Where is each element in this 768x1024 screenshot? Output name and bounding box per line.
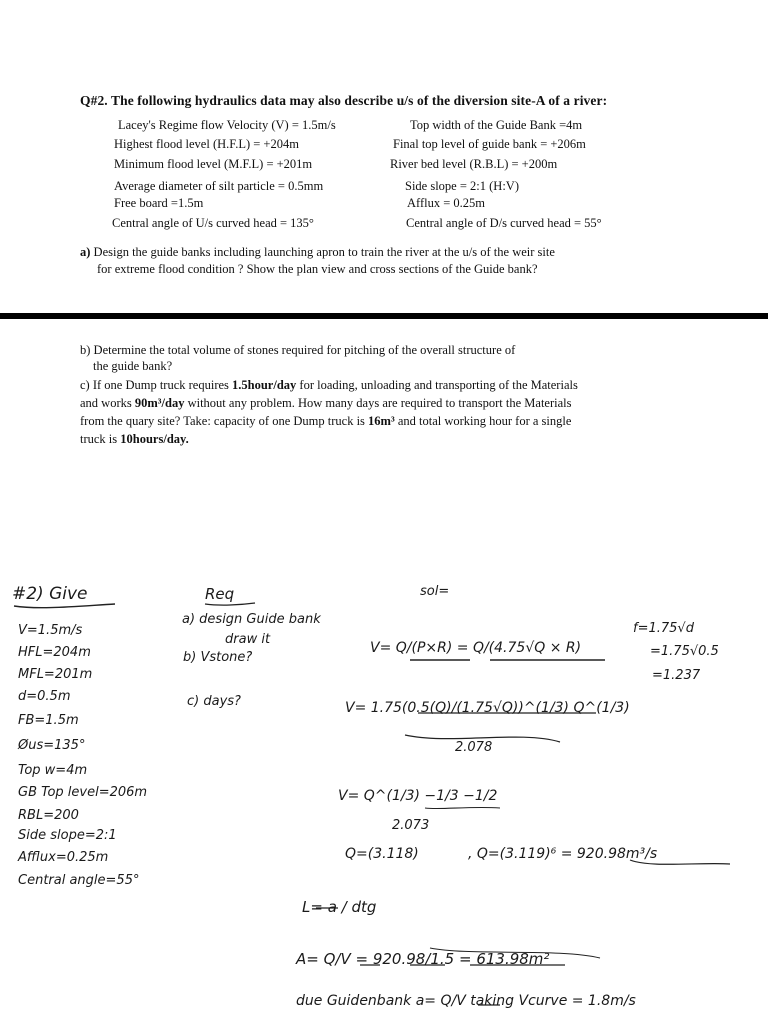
- notes-eq-f: f=1.75√d: [633, 621, 694, 636]
- part-c-l3-post: and total working hour for a single: [394, 414, 572, 428]
- notes-given-9: RBL=200: [18, 808, 79, 823]
- notes-given-5: FB=1.5m: [18, 713, 79, 728]
- part-c-l4-bold: 10hours/day.: [120, 432, 189, 446]
- notes-req-b: b) Vstone?: [183, 650, 253, 665]
- notes-req-a: a) design Guide bank: [182, 612, 321, 627]
- notes-eq-res2: 2.073: [392, 818, 430, 833]
- given-right-3: River bed level (R.B.L) = +200m: [390, 157, 558, 171]
- part-a-text1: Design the guide banks including launching apron to train the river at the u/s of the weir site: [93, 245, 555, 259]
- notes-eq-q2: , Q=(3.119)⁶ = 920.98m³/s: [468, 846, 658, 862]
- notes-given-7: Top w=4m: [18, 763, 88, 778]
- part-c-l1-bold: 1.5hour/day: [232, 378, 297, 392]
- notes-heading: #2) Give: [12, 584, 88, 604]
- given-left-3: Minimum flood level (M.F.L) = +201m: [114, 157, 313, 171]
- notes-given-1: V=1.5m/s: [18, 623, 83, 638]
- notes-given-12: Central angle=55°: [18, 873, 140, 888]
- part-c-l3-pre: from the quary site? Take: capacity of one Dump truck is: [80, 414, 369, 428]
- notes-eq-v3: V= Q^(1/3) −1/3 −1/2: [338, 788, 498, 804]
- part-c-l3-bold: 16m³: [368, 414, 395, 428]
- given-left-4: Average diameter of silt particle = 0.5mm: [114, 179, 324, 193]
- given-right-1: Top width of the Guide Bank =4m: [410, 118, 583, 132]
- notes-eq-l: L= a / dtg: [302, 898, 377, 916]
- notes-given-11: Afflux=0.25m: [18, 850, 109, 865]
- part-c-l2-pre: and works: [80, 396, 135, 410]
- part-b-line1: b) Determine the total volume of stones required for pitching of the overall structure of: [80, 343, 516, 357]
- notes-eq-v2: V= 1.75(0.5(Q)/(1.75√Q))^(1/3) Q^(1/3): [345, 700, 630, 716]
- part-a-line2: for extreme flood condition ? Show the plan view and cross sections of the Guide bank?: [97, 262, 538, 276]
- given-right-4: Side slope = 2:1 (H:V): [405, 179, 519, 193]
- part-c-l1-post: for loading, unloading and transporting of the Materials: [296, 378, 578, 392]
- notes-req-c: c) days?: [187, 694, 241, 709]
- question-title: Q#2. The following hydraulics data may also describe u/s of the diversion site-A of a river:: [80, 93, 608, 108]
- notes-eq-v1: V= Q/(P×R) = Q/(4.75√Q × R): [370, 640, 582, 656]
- given-left-6: Central angle of U/s curved head = 135°: [112, 216, 314, 230]
- notes-sol-heading: sol=: [420, 584, 450, 599]
- notes-given-6: Øus=135°: [18, 738, 86, 753]
- notes-eq-q: Q=(3.118): [345, 846, 419, 862]
- notes-given-2: HFL=204m: [18, 645, 91, 660]
- part-c-l4-pre: truck is: [80, 432, 121, 446]
- notes-given-4: d=0.5m: [18, 689, 71, 704]
- notes-eq-last: due Guidenbank a= Q/V taking Vcurve = 1.8m/s: [296, 993, 636, 1009]
- given-right-6: Central angle of D/s curved head = 55°: [406, 216, 602, 230]
- notes-given-8: GB Top level=206m: [18, 785, 148, 800]
- given-left-5: Free board =1.5m: [114, 196, 204, 210]
- given-right-5: Afflux = 0.25m: [407, 196, 485, 210]
- notes-req-a2: draw it: [225, 632, 271, 647]
- part-b-line2: the guide bank?: [93, 359, 173, 373]
- notes-eq-f3: =1.237: [652, 668, 701, 683]
- part-c-l2-post: without any problem. How many days are required to transport the Materials: [184, 396, 572, 410]
- notes-eq-f2: =1.75√0.5: [650, 644, 719, 659]
- given-right-2: Final top level of guide bank = +206m: [393, 137, 586, 151]
- given-left-2: Highest flood level (H.F.L) = +204m: [114, 137, 299, 151]
- given-left-1: Lacey's Regime flow Velocity (V) = 1.5m/s: [118, 118, 336, 132]
- part-a-label: a): [80, 245, 91, 259]
- notes-req-heading: Req: [205, 585, 235, 603]
- notes-given-3: MFL=201m: [18, 667, 93, 682]
- part-c-l2-bold: 90m³/day: [134, 396, 185, 410]
- part-c-l1-pre: c) If one Dump truck requires: [80, 378, 233, 392]
- notes-given-10: Side slope=2:1: [18, 828, 117, 843]
- notes-eq-a: A= Q/V = 920.98/1.5 = 613.98m²: [296, 950, 550, 968]
- notes-eq-res: 2.078: [455, 740, 493, 755]
